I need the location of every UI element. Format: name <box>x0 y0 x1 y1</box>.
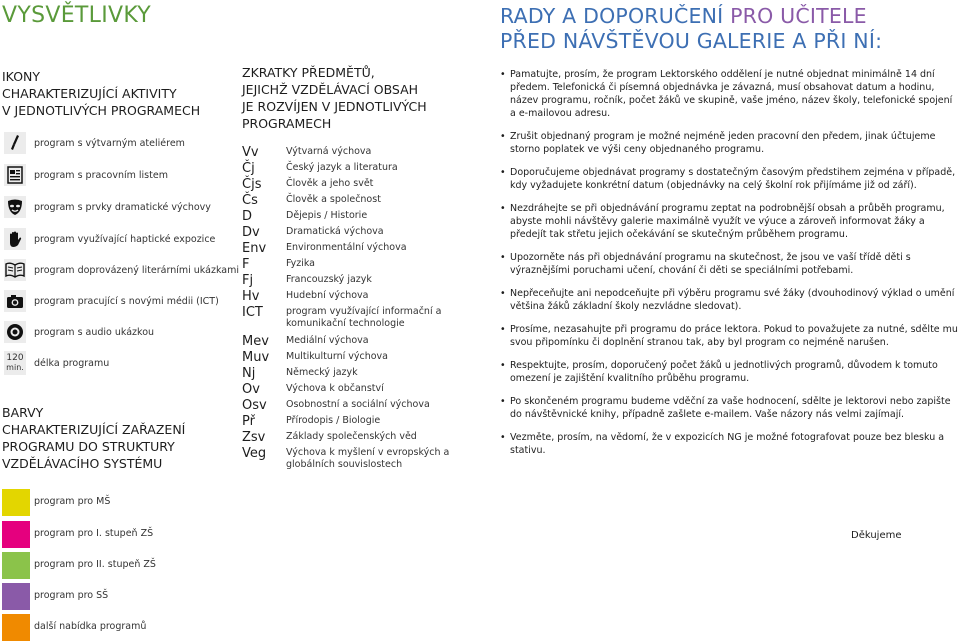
subject-abbr: ICT <box>242 305 263 320</box>
tip-text: Respektujte, prosím, doporučený počet žáků u jednotlivých programů, důvodem k tomuto omezení je zajištění kvalitního průběhu programu. <box>510 360 938 384</box>
tip-text: Po skončeném programu budeme vděční za vaše hodnocení, sdělte je lektorovi nebo zapište do návštěvnické knihy, případně zašlete e-mailem. Vaše názory nás velmi zajímají. <box>510 396 951 420</box>
subject-name: Německý jazyk <box>286 367 358 378</box>
icon-legend-item <box>4 228 216 250</box>
swatch-other <box>2 614 30 641</box>
subject-name: Fyzika <box>286 258 315 269</box>
duration-badge <box>4 351 26 375</box>
swatch-label: program pro MŠ <box>34 496 111 507</box>
tip-item: • Pamatujte, prosím, že program Lektorského oddělení je nutné objednat minimálně 14 dní předem. Telefonická či písemná objednávka je závazná, musí obsahovat datum a hodinu, název programu, ročník, počet žáků ve skupině, vaše jméno, název školy, telefonické spojení a e-mailovou adresu. <box>500 69 953 119</box>
subject-name: Osobnostní a sociální výchova <box>286 399 430 410</box>
icon-label: program pracující s novými médii (ICT) <box>34 295 219 307</box>
tips-list <box>498 68 960 467</box>
tip-text: Nepřeceňujte ani nepodceňujte při výběru programu své žáky (dvouhodinový výklad o umění většina žáků základní školy nezvládne sledovat). <box>510 288 955 312</box>
icon-label: program s prvky dramatické výchovy <box>34 201 211 213</box>
thanks-text: Děkujeme <box>851 530 902 541</box>
tip-text: Vezměte, prosím, na vědomí, že v expozicích NG je možné fotografovat pouze bez blesku a stativu. <box>510 432 945 456</box>
subject-abbr: Nj <box>242 366 256 381</box>
subject-name: program využívající informační a komunikační technologie <box>286 306 442 329</box>
tip-text: Doporučujeme objednávat programy s dostatečným časovým předstihem zejména v případě, kdy vyžadujete konkrétní datum (objednávky na celý školní rok přijímáme již od září). <box>510 167 956 191</box>
camera-icon <box>4 290 26 312</box>
tip-text: Zrušit objednaný program je možné nejméně jeden pracovní den předem, jinak účtujeme storno poplatek ve výši ceny objednaného programu. <box>510 131 936 155</box>
subject-name: Výchova k občanství <box>286 383 384 394</box>
tip-item: • Po skončeném programu budeme vděční za vaše hodnocení, sdělte je lektorovi nebo zapište do návštěvnické knihy, případně zašlete e-mailem. Vaše názory nás velmi zajímají. <box>500 396 951 420</box>
swatch-label: program pro I. stupeň ZŠ <box>34 528 154 539</box>
icon-label: program doprovázený literárními ukázkami <box>34 264 239 276</box>
icon-legend-item <box>4 259 239 281</box>
tip-item: • Doporučujeme objednávat programy s dostatečným časovým předstihem zejména v případě, kdy vyžadujete konkrétní datum (objednávky na celý školní rok přijímáme již od září). <box>500 167 956 191</box>
tip-text: Prosíme, nezasahujte při programu do práce lektora. Pokud to považujete za nutné, sdělte mu svou připomínku či doplnění stranou tak, aby byl program co nejméně narušen. <box>510 324 958 348</box>
swatch-zs1 <box>2 521 30 548</box>
subject-name: Mediální výchova <box>286 335 369 346</box>
tip-text: Nezdráhejte se při objednávání programu zeptat na podrobnější obsah a průběh programu, abyste mohli návštěvy galerie maximálně využít ve výuce a zároveň informovat žáky a předejít tak střetu jejich očekávání se skutečným průběhem programu. <box>510 203 945 240</box>
subject-name: Francouzský jazyk <box>286 274 372 285</box>
subject-abbr: Př <box>242 414 255 429</box>
tip-item: • Nepřeceňujte ani nepodceňujte při výběru programu své žáky (dvouhodinový výklad o umění většina žáků základní školy nezvládne sledovat). <box>500 288 955 312</box>
subject-name: Dramatická výchova <box>286 226 384 237</box>
swatch-ss <box>2 583 30 610</box>
icons-section-title <box>2 68 200 119</box>
tip-text: Upozorněte nás při objednávání programu na skutečnost, že jsou ve vaší třídě děti s výraznějšími poruchami učení, chování či děti se speciálními potřebami. <box>510 252 911 276</box>
duration-label: délka programu <box>34 357 110 369</box>
duration-unit: min. <box>6 363 24 372</box>
subject-abbr: Dv <box>242 225 260 240</box>
subject-abbr: Hv <box>242 289 260 304</box>
subject-abbr: Osv <box>242 398 267 413</box>
swatch-label: program pro II. stupeň ZŠ <box>34 559 156 570</box>
subject-name: Výtvarná výchova <box>286 146 372 157</box>
icon-legend-item <box>4 290 219 312</box>
subject-abbr: Čjs <box>242 177 262 192</box>
subject-abbr: Mev <box>242 334 269 349</box>
tip-item: • Zrušit objednaný program je možné nejméně jeden pracovní den předem, jinak účtujeme storno poplatek ve výši ceny objednaného programu. <box>500 131 936 155</box>
subject-name: Český jazyk a literatura <box>286 162 398 173</box>
subject-abbr: Veg <box>242 446 267 461</box>
icon-label: program s pracovním listem <box>34 169 168 181</box>
subject-name: Přírodopis / Biologie <box>286 415 381 426</box>
icon-legend-item <box>4 164 168 186</box>
swatch-label: další nabídka programů <box>34 621 147 632</box>
hand-icon <box>4 228 26 250</box>
duration-number: 120 <box>6 353 24 363</box>
icons-title-line: V JEDNOTLIVÝCH PROGRAMECH <box>2 103 201 118</box>
speaker-icon <box>4 321 26 343</box>
tip-item: • Nezdráhejte se při objednávání programu zeptat na podrobnější obsah a průběh programu, abyste mohli návštěvy galerie maximálně využít ve výuce a zároveň informovat žáky a předejít tak střetu jejich očekávání se skutečným průběhem programu. <box>500 203 945 240</box>
subject-name: Základy společenských věd <box>286 431 417 442</box>
subject-name: Člověk a jeho svět <box>286 178 374 189</box>
subjects-title-line: PROGRAMECH <box>242 116 332 131</box>
subjects-title-line: ZKRATKY PŘEDMĚTŮ, <box>242 65 375 80</box>
tips-title-line2: PŘED NÁVŠTĚVOU GALERIE A PŘI NÍ: <box>500 29 883 53</box>
subject-abbr: Vv <box>242 145 259 160</box>
subject-abbr: Fj <box>242 273 254 288</box>
tip-item: • Respektujte, prosím, doporučený počet žáků u jednotlivých programů, důvodem k tomuto omezení je zajištění kvalitního průběhu programu. <box>500 360 938 384</box>
duration-legend-item <box>4 351 110 375</box>
tips-title <box>500 4 882 54</box>
swatch-ms <box>2 489 30 516</box>
subject-name: Výchova k myšlení v evropských a globálních souvislostech <box>286 447 450 470</box>
subject-abbr: Zsv <box>242 430 266 445</box>
icon-label: program s výtvarným ateliérem <box>34 137 185 149</box>
tip-item: • Prosíme, nezasahujte při programu do práce lektora. Pokud to považujete za nutné, sdělte mu svou připomínku či doplnění stranou tak, aby byl program co nejméně narušen. <box>500 324 958 348</box>
icons-title-line: IKONY <box>2 69 41 84</box>
subject-name: Dějepis / Historie <box>286 210 368 221</box>
icon-label: program s audio ukázkou <box>34 326 155 338</box>
subjects-title-line: JE ROZVÍJEN V JEDNOTLIVÝCH <box>242 99 427 114</box>
colors-title-line: BARVY <box>2 405 44 420</box>
subject-name: Multikulturní výchova <box>286 351 388 362</box>
icon-legend-item <box>4 321 155 343</box>
subject-abbr: D <box>242 209 253 224</box>
tip-item: • Vezměte, prosím, na vědomí, že v expozicích NG je možné fotografovat pouze bez blesku a stativu. <box>500 432 945 456</box>
worksheet-icon <box>4 164 26 186</box>
subject-name: Hudební výchova <box>286 290 369 301</box>
subject-abbr: F <box>242 257 250 272</box>
book-icon <box>4 259 26 281</box>
tips-title-part1: RADY A DOPORUČENÍ <box>500 4 731 28</box>
colors-section-title <box>2 404 185 472</box>
tip-text: Pamatujte, prosím, že program Lektorského oddělení je nutné objednat minimálně 14 dní předem. Telefonická či písemná objednávka je závazná, musí obsahovat datum a hodinu, název programu, ročník, počet žáků ve skupině, vaše jméno, název školy, telefonické spojení a e-mailovou adresu. <box>510 69 953 119</box>
brush-icon <box>4 132 26 154</box>
colors-title-line: VZDĚLÁVACÍHO SYSTÉMU <box>2 456 163 471</box>
subject-abbr: Čj <box>242 161 255 176</box>
icons-title-line: CHARAKTERIZUJÍCÍ AKTIVITY <box>2 86 177 101</box>
subjects-section-title <box>242 64 427 132</box>
tip-item: • Upozorněte nás při objednávání programu na skutečnost, že jsou ve vaší třídě děti s výraznějšími poruchami učení, chování či děti se speciálními potřebami. <box>500 252 911 276</box>
subject-name: Člověk a společnost <box>286 194 381 205</box>
colors-title-line: PROGRAMU DO STRUKTURY <box>2 439 175 454</box>
mask-icon <box>4 196 26 218</box>
subject-abbr: Muv <box>242 350 270 365</box>
subject-abbr: Ov <box>242 382 260 397</box>
icon-label: program využívající haptické expozice <box>34 233 216 245</box>
subject-abbr: Env <box>242 241 267 256</box>
subjects-title-line: JEJICHŽ VZDĚLÁVACÍ OBSAH <box>242 82 419 97</box>
swatch-zs2 <box>2 552 30 579</box>
subject-abbr: Čs <box>242 193 258 208</box>
swatch-label: program pro SŠ <box>34 590 109 601</box>
icon-legend-item <box>4 132 185 154</box>
subject-name: Environmentální výchova <box>286 242 407 253</box>
icon-legend-item <box>4 196 211 218</box>
tips-title-part2: PRO UČITELE <box>730 4 867 28</box>
colors-title-line: CHARAKTERIZUJÍCÍ ZAŘAZENÍ <box>2 422 186 437</box>
legend-title: VYSVĚTLIVKY <box>2 3 152 28</box>
